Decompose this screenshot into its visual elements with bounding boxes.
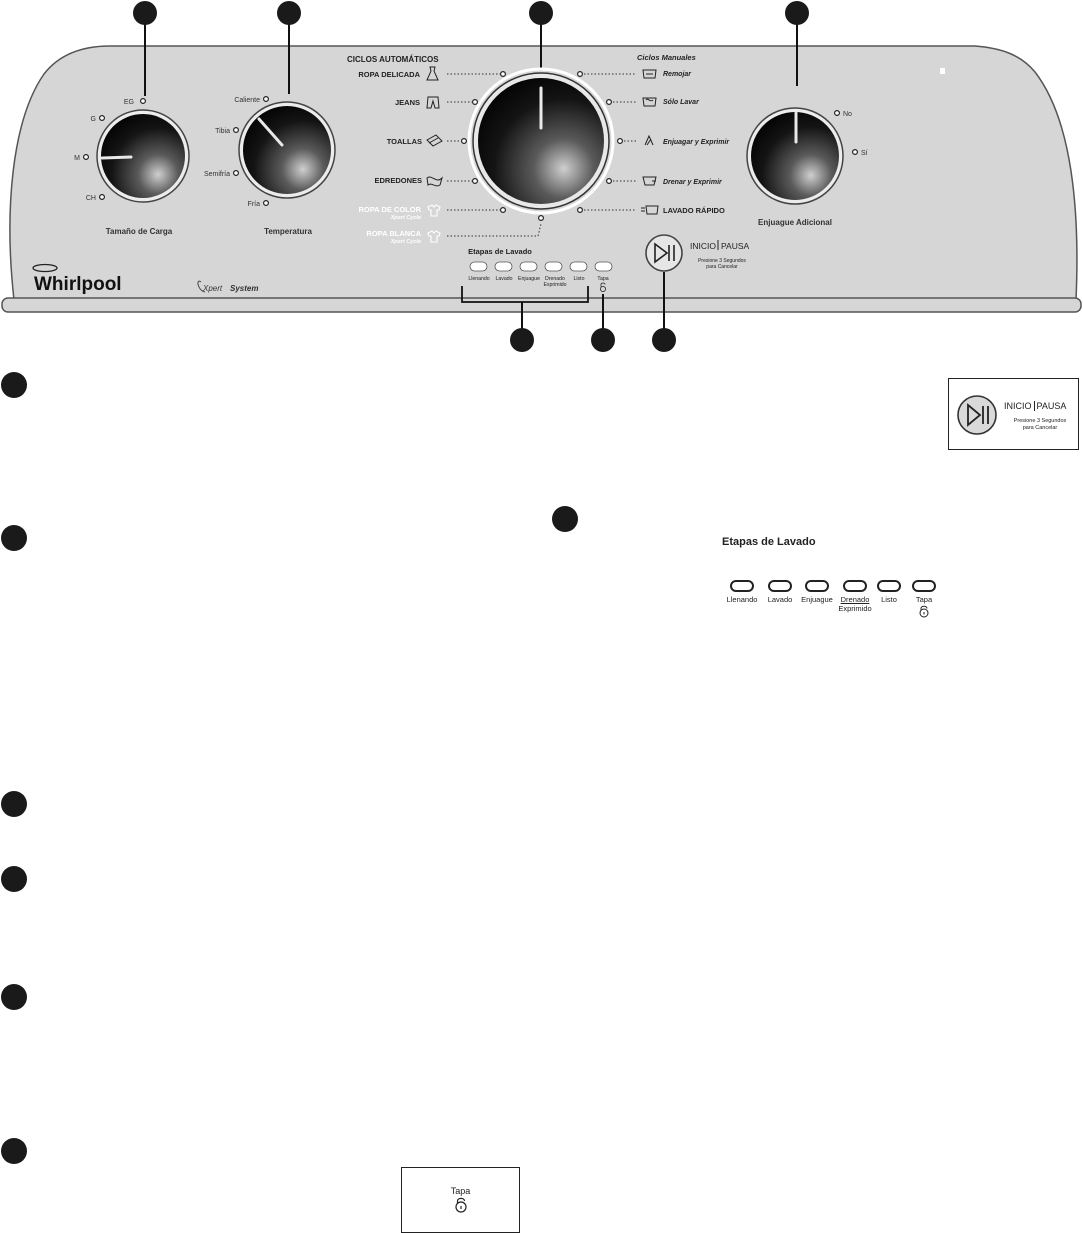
- panel-start-hint-1: Presione 3 Segundos: [698, 258, 746, 264]
- panel-stage-drenado: Drenado: [545, 276, 565, 282]
- stage-led-llenando: [730, 580, 754, 592]
- auto-cycle-ropa-blanca: ROPA BLANCA: [366, 229, 421, 238]
- callout-marker-cycle-knob: [529, 1, 553, 25]
- play-pause-icon[interactable]: [955, 393, 999, 437]
- auto-cycle-edredones: EDREDONES: [374, 176, 422, 185]
- svg-text:System: System: [230, 284, 259, 293]
- temperature-option-caliente: Caliente: [234, 97, 260, 104]
- section-marker-4: [1, 791, 27, 817]
- stage-tapa: Tapa: [904, 580, 944, 618]
- auto-cycle-jeans: JEANS: [394, 98, 420, 107]
- extra-rinse-option-no: No: [843, 111, 852, 118]
- wash-stages-detail: [722, 536, 952, 618]
- panel-stage-listo: Listo: [573, 276, 585, 282]
- manual-cycles-title: Ciclos Manuales: [637, 53, 696, 62]
- section-marker-3: [552, 506, 578, 532]
- manual-cycle-remojar: Remojar: [663, 71, 692, 78]
- section-marker-6: [1, 984, 27, 1010]
- stage-led-lavado: [768, 580, 792, 592]
- lid-detail-label: Tapa: [450, 1186, 471, 1196]
- control-panel: [0, 0, 1083, 360]
- callout-marker-wash-stages: [510, 328, 534, 352]
- callout-marker-start: [652, 328, 676, 352]
- stage-exprimido: Exprimido: [838, 604, 872, 613]
- temperature-option-semifria: Semifría: [203, 171, 230, 178]
- stage-llenando: Llenando: [722, 580, 762, 618]
- manual-cycle-solo-lavar: Sólo Lavar: [663, 99, 699, 106]
- manual-cycle-enjuagar-exprimir: Enjuagar y Exprimir: [663, 139, 730, 146]
- detail-hint-2: para Cancelar: [1022, 425, 1058, 431]
- section-marker-7: [1, 1138, 27, 1164]
- panel-stage-exprimido: Exprimido: [543, 282, 567, 288]
- stage-listo: Listo: [874, 580, 904, 618]
- panel-stage-lavado: Lavado: [495, 276, 513, 282]
- temperature-option-fria: Fría: [247, 201, 260, 208]
- extra-rinse-option-si: Sí: [861, 150, 868, 157]
- section-marker-2: [1, 525, 27, 551]
- load-size-title: Tamaño de Carga: [105, 227, 173, 236]
- extra-rinse-knob[interactable]: [747, 108, 843, 204]
- stage-lavado: Lavado: [762, 580, 798, 618]
- panel-start-hint-2: para Cancelar: [706, 264, 738, 270]
- wash-stages-title: Etapas de Lavado: [722, 536, 816, 548]
- load-size-option-ch: CH: [85, 195, 96, 202]
- auto-cycles-title: CICLOS AUTOMÁTICOS: [347, 55, 439, 64]
- manual-cycle-lavado-rapido: LAVADO RÁPIDO: [663, 206, 725, 215]
- auto-cycle-toallas: TOALLAS: [386, 137, 422, 146]
- extra-rinse-title: Enjuague Adicional: [758, 218, 832, 227]
- stage-led-drenado: [843, 580, 867, 592]
- temperature-title: Temperatura: [264, 227, 312, 236]
- load-size-option-g: G: [90, 116, 96, 123]
- section-marker-5: [1, 866, 27, 892]
- panel-stage-tapa: Tapa: [597, 276, 609, 282]
- load-size-knob[interactable]: [97, 110, 189, 202]
- stage-enjuague: Enjuague: [798, 580, 836, 618]
- detail-hint-1: Presione 3 Segundos: [1013, 418, 1067, 424]
- auto-cycle-ropa-delicada: ROPA DELICADA: [358, 70, 420, 79]
- callout-marker-load-size: [133, 1, 157, 25]
- section-marker-1: [1, 372, 27, 398]
- stage-drenado: Drenado Exprimido: [836, 580, 874, 618]
- stage-led-enjuague: [805, 580, 829, 592]
- load-size-option-m: M: [74, 155, 80, 162]
- callout-marker-extra-rinse: [785, 1, 809, 25]
- cycle-selector-knob[interactable]: [469, 69, 613, 213]
- lid-lock-icon: [918, 605, 930, 618]
- temperature-knob[interactable]: [239, 102, 335, 198]
- start-pause-detail: [948, 378, 1079, 450]
- stage-led-tapa: [912, 580, 936, 592]
- panel-start-pause-button[interactable]: [646, 235, 682, 271]
- panel-stage-llenando: Llenando: [468, 276, 490, 282]
- panel-inicio-label: INICIO: [690, 241, 716, 251]
- panel-pausa-label: PAUSA: [721, 241, 750, 251]
- callout-marker-lid: [591, 328, 615, 352]
- auto-cycle-ropa-blanca-sub: Xpert Cycle: [390, 239, 421, 245]
- svg-text:Xpert: Xpert: [203, 284, 223, 293]
- svg-text:Whirlpool: Whirlpool: [34, 274, 122, 295]
- lid-detail: [401, 1167, 520, 1233]
- temperature-option-tibia: Tibia: [215, 128, 230, 135]
- manual-cycle-drenar-exprimir: Drenar y Exprimir: [663, 179, 722, 186]
- callout-marker-temperature: [277, 1, 301, 25]
- detail-inicio-label: INICIO: [1004, 401, 1032, 411]
- auto-cycle-ropa-de-color-sub: Xpert Cycle: [390, 215, 421, 221]
- panel-wash-stages-title: Etapas de Lavado: [468, 247, 532, 256]
- stage-led-listo: [877, 580, 901, 592]
- cycle-indicator-top: [539, 216, 544, 221]
- panel-stage-enjuague: Enjuague: [518, 276, 540, 282]
- lid-detail-lock-icon: [454, 1197, 468, 1213]
- load-size-option-eg: EG: [123, 99, 134, 106]
- auto-cycle-ropa-de-color: ROPA DE COLOR: [358, 205, 421, 214]
- detail-pausa-label: PAUSA: [1036, 401, 1067, 411]
